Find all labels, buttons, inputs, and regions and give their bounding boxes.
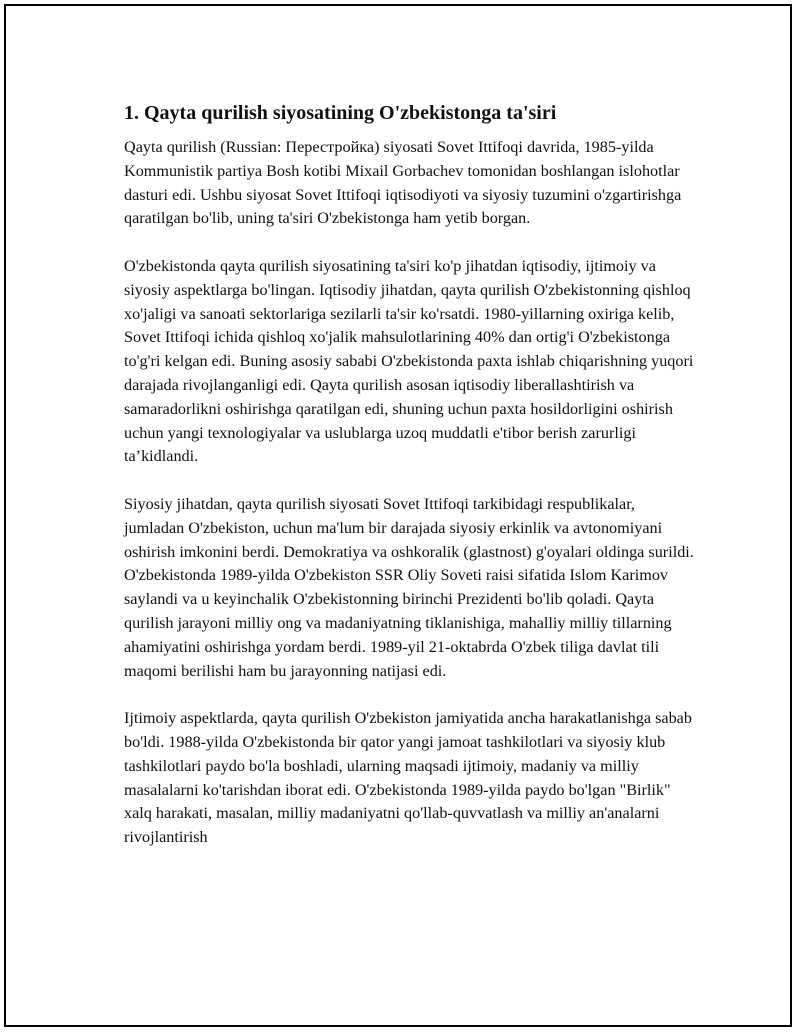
paragraph-economic-impact: O'zbekistonda qayta qurilish siyosatining ta'siri ko'p jihatdan iqtisodiy, ijtimoiy va siyosiy aspektlarga bo'lingan. Iqtisodiy jihatdan, qayta qurilish O'zbekistonning qishloq xo'jaligi va sanoati sektorlariga sezilarli ta'sir ko'rsatdi. 1980-yillarning oxiriga kelib, Sovet Ittifoqi ichida qishloq xo'jalik mahsulotlarining 40% dan ortig'i O'zbekistonga to'g'ri kelgan edi. Buning asosiy sababi O'zbekistonda paxta ishlab chiqarishning yuqori darajada rivojlanganligi edi. Qayta qurilish asosan iqtisodiy liberallashtirish va samaradorlikni oshirishga qaratilgan edi, shuning uchun paxta hosildorligini oshirish uchun yangi texnologiyalar va uslublarga uzoq muddatli e'tibor berish zarurligi ta’kidlandi. — [124, 256, 694, 466]
document-body — [124, 100, 694, 874]
paragraph-intro: Qayta qurilish (Russian: Перестройка) siyosati Sovet Ittifoqi davrida, 1985-yilda Kommunistik partiya Bosh kotibi Mixail Gorbachev tomonidan boshlangan islohotlar dasturi edi. Ushbu siyosat Sovet Ittifoqi iqtisodiyoti va siyosiy tuzumini o'zgartirishga qaratilgan bo'lib, uning ta'siri O'zbekistonga ham yetib borgan. — [124, 138, 682, 228]
section-heading: 1. Qayta qurilish siyosatining O'zbekistonga ta'siri — [124, 102, 557, 124]
page-frame — [4, 4, 792, 1027]
paragraph-political-impact: Siyosiy jihatdan, qayta qurilish siyosati Sovet Ittifoqi tarkibidagi respublikalar, jumladan O'zbekiston, uchun ma'lum bir darajada siyosiy erkinlik va avtonomiyani oshirish imkonini berdi. Demokratiya va oshkoralik (glastnost) g'oyalari oldinga surildi. O'zbekistonda 1989-yilda O'zbekiston SSR Oliy Soveti raisi sifatida Islom Karimov saylandi va u keyinchalik O'zbekistonning birinchi Prezidenti bo'lib qoladi. Qayta qurilish jarayoni milliy ong va madaniyatning tiklanishiga, mahalliy milliy tillarning ahamiyatini oshirishga yordam berdi. 1989-yil 21-oktabrda O'zbek tiliga davlat tili maqomi berilishi ham bu jarayonning natijasi edi. — [124, 494, 694, 680]
paragraph-social-impact: Ijtimoiy aspektlarda, qayta qurilish O'zbekiston jamiyatida ancha harakatlanishga sabab bo'ldi. 1988-yilda O'zbekistonda bir qator yangi jamoat tashkilotlari va siyosiy klub tashkilotlari paydo bo'la boshladi, ularning maqsadi ijtimoiy, madaniy va milliy masalalarni ko'tarishdan iborat edi. O'zbekistonda 1989-yilda paydo bo'lgan "Birlik" xalq harakati, masalan, milliy madaniyatni qo'llab-quvvatlash va milliy an'analarni rivojlantirish — [124, 709, 692, 847]
